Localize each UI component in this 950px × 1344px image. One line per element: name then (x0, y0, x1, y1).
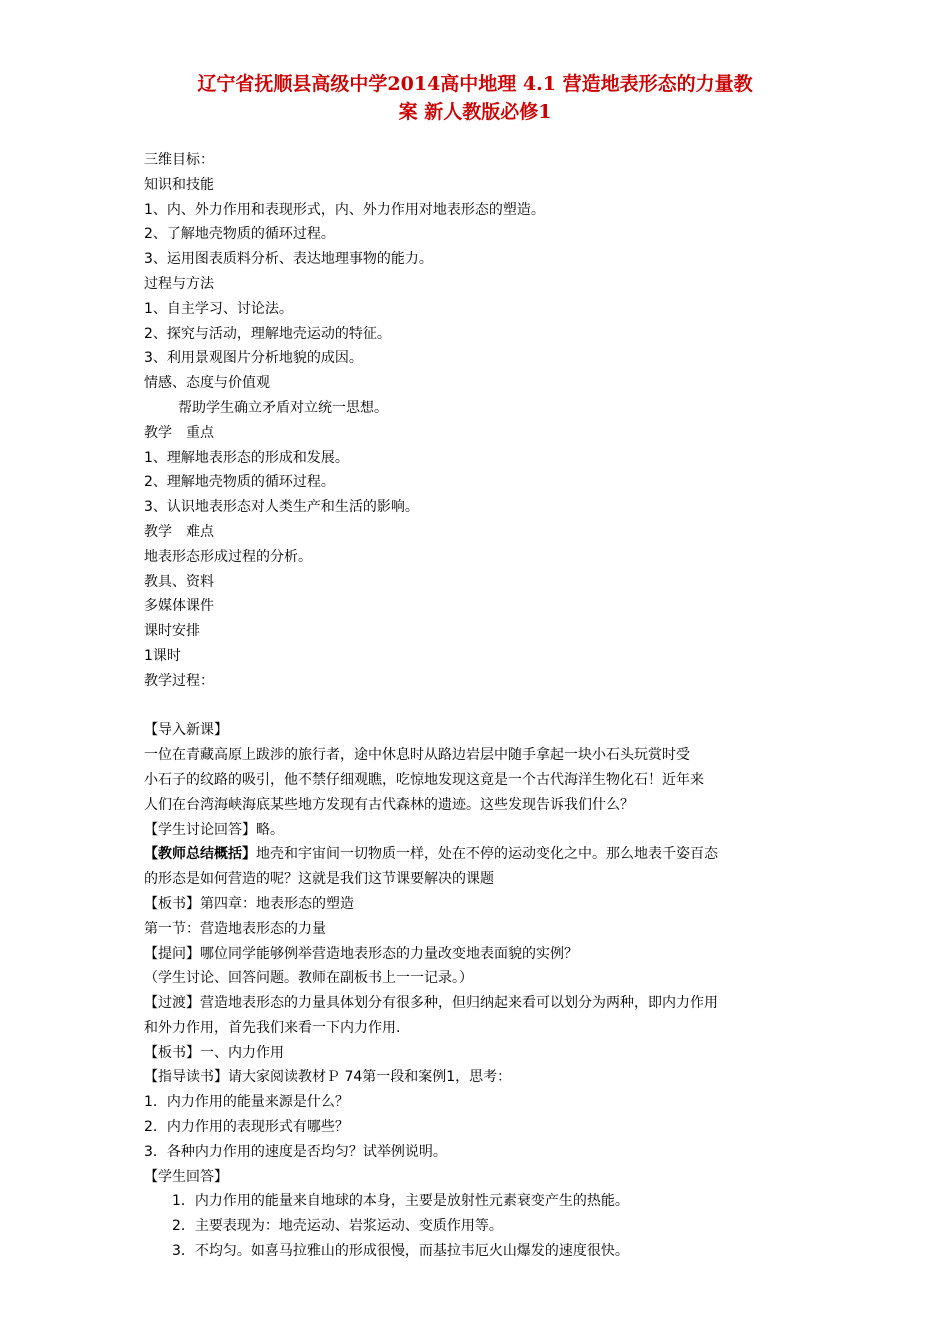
teaching-process-heading: 教学过程： (144, 672, 214, 689)
guide-text: 请大家阅读教材Ｐ 74第一段和案例1，思考： (228, 1069, 512, 1086)
guide-question: 2．内力作用的表现形式有哪些？ (144, 1119, 349, 1136)
intro-tag: 【导入新课】 (144, 722, 228, 739)
section-title: 第一节：营造地表形态的力量 (144, 920, 326, 937)
transition-text: 营造地表形态的力量具体划分有很多种，但归纳起来看可以划分为两种，即内力作用 (200, 995, 718, 1012)
knowledge-heading: 知识和技能 (144, 176, 214, 193)
materials-text: 多媒体课件 (144, 598, 214, 615)
answer-item: 3．不均匀。如喜马拉雅山的形成很慢，而基拉韦厄火山爆发的速度很快。 (172, 1243, 629, 1260)
process-method-heading: 过程与方法 (144, 275, 214, 292)
question-note: （学生讨论、回答问题。教师在副板书上一一记录。） (144, 970, 473, 987)
board-paragraph (144, 892, 824, 917)
document-body (144, 148, 824, 1264)
key-point-item: 3、认识地表形态对人类生产和生活的影响。 (144, 499, 419, 516)
title-line-2: 案 新人教版必修1 (398, 101, 552, 123)
summary-tag: 【教师总结概括】 (144, 846, 256, 863)
board-text: 一、内力作用 (200, 1044, 284, 1061)
question-paragraph (144, 942, 824, 967)
board-tag: 【板书】 (144, 895, 200, 912)
answer-item: 1．内力作用的能量来自地球的本身，主要是放射性元素衰变产生的热能。 (172, 1193, 629, 1210)
summary-text: 地壳和宇宙间一切物质一样，处在不停的运动变化之中。那么地表千姿百态 (256, 846, 718, 863)
emotion-text: 帮助学生确立矛盾对立统一思想。 (178, 399, 388, 416)
guide-question: 3．各种内力作用的速度是否均匀？试举例说明。 (144, 1143, 447, 1160)
transition-tag: 【过渡】 (144, 995, 200, 1012)
intro-line: 人们在台湾海峡海底某些地方发现有古代森林的遗迹。这些发现告诉我们什么？ (144, 796, 634, 813)
difficulty-heading: 教学 难点 (144, 523, 214, 540)
question-text: 哪位同学能够例举营造地表形态的力量改变地表面貌的实例？ (200, 945, 578, 962)
board-tag: 【板书】 (144, 1044, 200, 1061)
board-paragraph-2 (144, 1041, 824, 1066)
guide-paragraph (144, 1065, 824, 1090)
discussion-tag: 【学生讨论回答】 (144, 821, 256, 838)
emotion-heading: 情感、态度与价值观 (144, 375, 270, 392)
title-line-1: 辽宁省抚顺县高级中学2014高中地理 4.1 营造地表形态的力量教 (197, 73, 753, 95)
guide-tag: 【指导读书】 (144, 1069, 228, 1086)
question-tag: 【提问】 (144, 945, 200, 962)
blank-line (144, 694, 824, 719)
board-text: 第四章：地表形态的塑造 (200, 895, 354, 912)
schedule-heading: 课时安排 (144, 623, 200, 640)
schedule-text: 1课时 (144, 647, 181, 664)
key-point-item: 1、理解地表形态的形成和发展。 (144, 449, 349, 466)
materials-heading: 教具、资料 (144, 573, 214, 590)
intro-line: 一位在青藏高原上跋涉的旅行者，途中休息时从路边岩层中随手拿起一块小石头玩赏时受 (144, 747, 690, 764)
answer-tag: 【学生回答】 (144, 1168, 228, 1185)
key-point-item: 2、理解地壳物质的循环过程。 (144, 474, 335, 491)
intro-line: 小石子的纹路的吸引，他不禁仔细观瞧，吃惊地发现这竟是一个古代海洋生物化石！近年来 (144, 771, 704, 788)
key-points-heading: 教学 重点 (144, 424, 214, 441)
discussion-text: 略。 (256, 821, 284, 838)
transition-line-2: 和外力作用，首先我们来看一下内力作用. (144, 1019, 401, 1036)
summary-line-2: 的形态是如何营造的呢？这就是我们这节课要解决的课题 (144, 871, 494, 888)
discussion-paragraph (144, 818, 824, 843)
document-title (120, 70, 830, 126)
answer-item: 2．主要表现为：地壳运动、岩浆运动、变质作用等。 (172, 1218, 503, 1235)
knowledge-item: 2、了解地壳物质的循环过程。 (144, 226, 335, 243)
process-method-item: 1、自主学习、讨论法。 (144, 300, 293, 317)
objectives-heading: 三维目标： (144, 152, 214, 168)
knowledge-item: 3、运用图表质料分析、表达地理事物的能力。 (144, 251, 433, 268)
guide-question: 1．内力作用的能量来源是什么？ (144, 1094, 349, 1111)
process-method-item: 2、探究与活动，理解地壳运动的特征。 (144, 325, 391, 342)
transition-paragraph (144, 991, 824, 1016)
summary-paragraph (144, 842, 824, 867)
knowledge-item: 1、内、外力作用和表现形式，内、外力作用对地表形态的塑造。 (144, 201, 545, 218)
process-method-item: 3、利用景观图片分析地貌的成因。 (144, 350, 363, 367)
difficulty-text: 地表形态形成过程的分析。 (144, 548, 312, 565)
